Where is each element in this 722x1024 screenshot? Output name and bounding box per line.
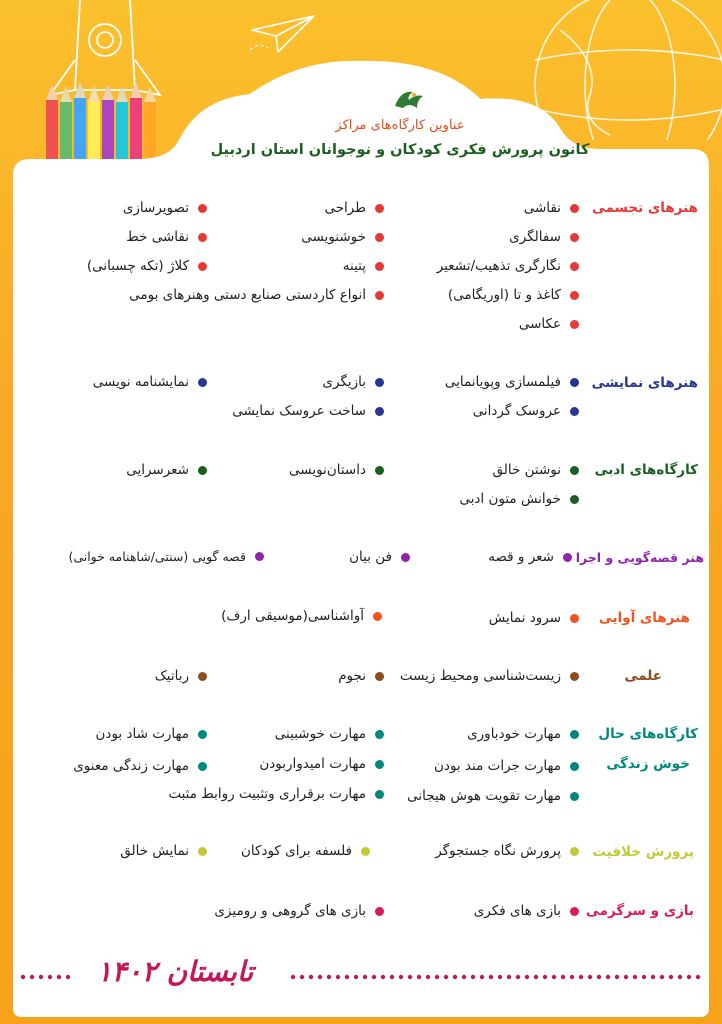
category-wellbeing-line2: خوش زندگی — [606, 756, 690, 772]
list-item: بازی های گروهی و رومیزی — [214, 903, 384, 919]
category-science: علمی — [624, 668, 662, 684]
bullet-icon — [375, 407, 384, 416]
category-creativity: پرورش خلاقیت — [592, 844, 694, 860]
bullet-icon — [198, 847, 207, 856]
list-item: مهارت تقویت هوش هیجانی — [407, 788, 579, 804]
bullet-icon — [198, 672, 207, 681]
bullet-icon — [570, 262, 579, 271]
list-item: خوانش متون ادبی — [459, 491, 579, 507]
list-item: انواع کاردستی صنایع دستی وهنرهای بومی — [129, 287, 384, 303]
bullet-icon — [570, 614, 579, 623]
list-item: نگارگری تذهیب/تشعیر — [437, 258, 579, 274]
header-title: کانون پرورش فکری کودکان و نوجوانان استان اردبیل — [210, 142, 590, 158]
kanoon-logo — [393, 86, 427, 112]
bullet-icon — [198, 262, 207, 271]
bullet-icon — [570, 407, 579, 416]
bullet-icon — [375, 672, 384, 681]
bullet-icon — [198, 762, 207, 771]
bullet-icon — [570, 792, 579, 801]
bullet-icon — [375, 760, 384, 769]
bullet-icon — [570, 847, 579, 856]
list-item: کاغذ و تا (اوریگامی) — [448, 287, 579, 303]
footer-dotted-line-left — [20, 974, 72, 980]
list-item: عروسک گردانی — [473, 403, 579, 419]
bullet-icon — [198, 730, 207, 739]
list-item: نوشتن خالق — [492, 462, 579, 478]
bullet-icon — [375, 907, 384, 916]
list-item: پرورش نگاه جستجوگر — [435, 843, 579, 859]
category-storytelling: هنر قصه‌گویی و اجرا — [575, 550, 704, 565]
bullet-icon — [570, 907, 579, 916]
bullet-icon — [570, 233, 579, 242]
list-item: کلاژ (تکه چسبانی) — [87, 258, 207, 274]
bullet-icon — [401, 553, 410, 562]
bullet-icon — [198, 378, 207, 387]
category-literary-workshops: کارگاه‌های ادبی — [594, 462, 698, 478]
list-item: ساخت عروسک نمایشی — [232, 403, 384, 419]
list-item: پتینه — [343, 258, 384, 274]
bullet-icon — [570, 378, 579, 387]
list-item: مهارت جرات مند بودن — [434, 758, 579, 774]
bullet-icon — [198, 466, 207, 475]
list-item: شعرسرایی — [126, 462, 207, 478]
list-item: آواشناسی(موسیقی ارف) — [221, 608, 382, 624]
bullet-icon — [198, 204, 207, 213]
list-item: مهارت خودباوری — [467, 726, 579, 742]
list-item: زیست‌شناسی ومحیط زیست — [400, 668, 579, 684]
bullet-icon — [570, 762, 579, 771]
bullet-icon — [375, 730, 384, 739]
category-games: بازی و سرگرمی — [585, 903, 694, 919]
bullet-icon — [375, 291, 384, 300]
bullet-icon — [375, 378, 384, 387]
bullet-icon — [375, 262, 384, 271]
list-item: سرود نمایش — [489, 610, 579, 626]
bullet-icon — [375, 790, 384, 799]
bullet-icon — [375, 466, 384, 475]
list-item: عکاسی — [519, 316, 579, 332]
list-item: فلسفه برای کودکان — [241, 843, 370, 859]
bullet-icon — [570, 291, 579, 300]
list-item: بازی های فکری — [474, 903, 579, 919]
list-item: تصویرسازی — [123, 200, 207, 216]
footer-dotted-line-right — [290, 974, 702, 980]
bullet-icon — [375, 233, 384, 242]
list-item: نقاشی — [524, 200, 579, 216]
bullet-icon — [570, 204, 579, 213]
bullet-icon — [361, 847, 370, 856]
list-item: نمایشنامه نویسی — [93, 374, 207, 390]
bullet-icon — [198, 233, 207, 242]
list-item: نمایش خالق — [120, 843, 207, 859]
category-wellbeing-line1: کارگاه‌های حال — [598, 726, 698, 742]
list-item: نجوم — [338, 668, 384, 684]
list-item: مهارت شاد بودن — [96, 726, 207, 742]
list-item: قصه گویی (سنتی/شاهنامه خوانی) — [68, 549, 264, 564]
list-item: مهارت خوشبینی — [275, 726, 384, 742]
list-item: مهارت زندگی معنوی — [73, 758, 207, 774]
category-performing-arts: هنرهای نمایشی — [591, 375, 698, 391]
footer-season-title: تابستان ۱۴۰۲ — [96, 955, 254, 988]
header-subtitle: عناوین کارگاه‌های مراکز — [335, 118, 465, 133]
bullet-icon — [255, 552, 264, 561]
bullet-icon — [570, 730, 579, 739]
list-item: مهارت امیدواربودن — [259, 756, 384, 772]
list-item: داستان‌نویسی — [289, 462, 384, 478]
bullet-icon — [375, 204, 384, 213]
bullet-icon — [570, 320, 579, 329]
list-item: مهارت برقراری وتثبیت روابط مثبت — [168, 786, 384, 802]
list-item: رباتیک — [155, 668, 207, 684]
list-item: خوشنویسی — [301, 229, 384, 245]
list-item: بازیگری — [322, 374, 384, 390]
bullet-icon — [570, 672, 579, 681]
category-vocal-arts: هنرهای آوایی — [598, 610, 690, 626]
category-visual-arts: هنرهای تجسمی — [591, 200, 698, 216]
list-item: نقاشی خط — [126, 229, 207, 245]
bullet-icon — [570, 466, 579, 475]
bullet-icon — [570, 495, 579, 504]
bullet-icon — [373, 612, 382, 621]
bullet-icon — [563, 553, 572, 562]
list-item: طراحی — [324, 200, 384, 216]
list-item: فن بیان — [349, 549, 410, 565]
list-item: شعر و قصه — [488, 549, 572, 565]
list-item: سفالگری — [509, 229, 579, 245]
list-item: فیلمسازی وپویانمایی — [445, 374, 579, 390]
